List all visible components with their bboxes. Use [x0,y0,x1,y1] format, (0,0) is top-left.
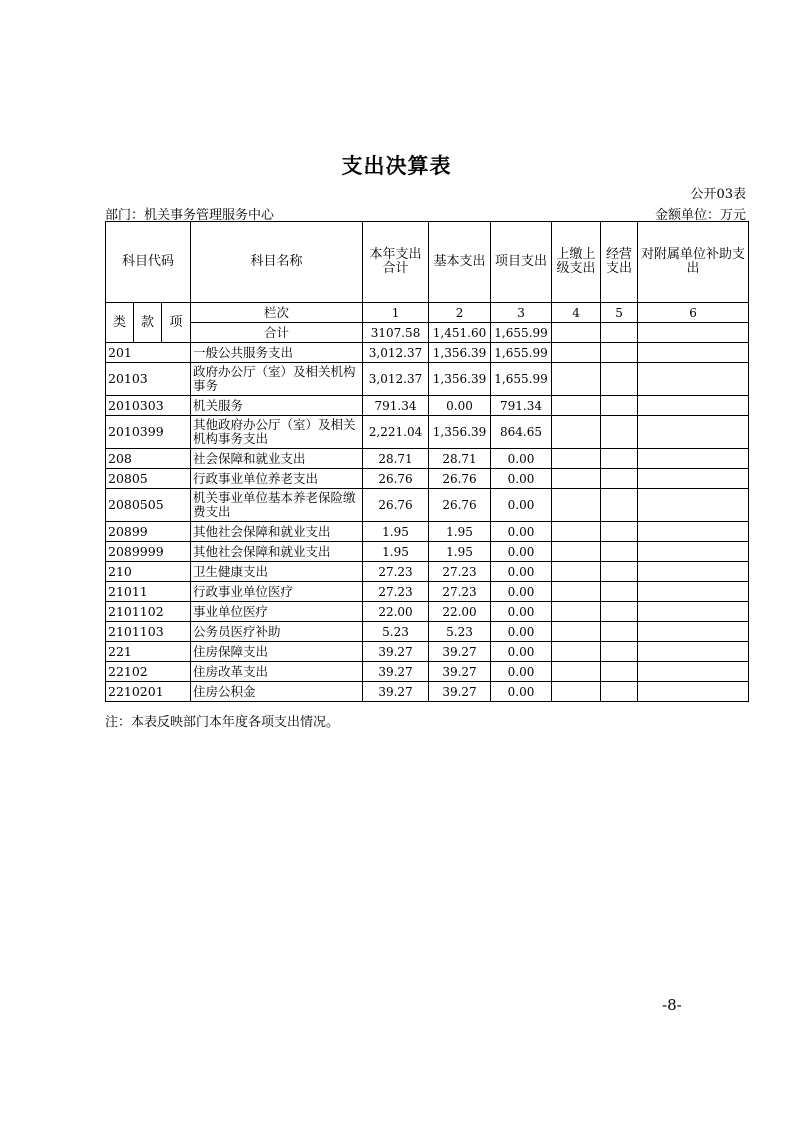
row-total: 2,221.04 [363,416,429,449]
row-col4 [552,622,601,642]
row-name: 住房公积金 [191,682,363,702]
row-col6 [638,489,749,522]
row-col6 [638,662,749,682]
row-code: 2089999 [106,542,191,562]
row-col6 [638,449,749,469]
row-basic: 27.23 [429,562,491,582]
row-basic: 0.00 [429,396,491,416]
row-col6 [638,522,749,542]
table-row [106,469,749,489]
row-total: 1.95 [363,542,429,562]
row-total: 3,012.37 [363,363,429,396]
row-col6 [638,562,749,582]
row-basic: 1.95 [429,542,491,562]
row-project: 1,655.99 [491,343,552,363]
col-number-2: 2 [429,303,491,323]
row-col4 [552,582,601,602]
total-row [106,323,749,343]
expenditure-table [105,221,749,702]
row-project: 0.00 [491,622,552,642]
header-col5: 经营支出 [601,222,638,303]
row-total: 39.27 [363,642,429,662]
row-col6 [638,416,749,449]
row-name: 其他社会保障和就业支出 [191,542,363,562]
col-number-5: 5 [601,303,638,323]
col-number-1: 1 [363,303,429,323]
row-col4 [552,662,601,682]
table-row [106,343,749,363]
row-project: 0.00 [491,469,552,489]
table-number: 公开03表 [690,187,746,202]
row-name: 社会保障和就业支出 [191,449,363,469]
row-col4 [552,542,601,562]
department-label: 部门：机关事务管理服务中心 [105,208,275,223]
row-col6 [638,343,749,363]
header-col4: 上缴上级支出 [552,222,601,303]
row-total: 1.95 [363,522,429,542]
row-name: 行政事业单位医疗 [191,582,363,602]
row-col4 [552,396,601,416]
row-code: 2101103 [106,622,191,642]
row-code: 208 [106,449,191,469]
row-code: 20103 [106,363,191,396]
row-basic: 22.00 [429,602,491,622]
header-kuan: 款 [134,303,162,343]
header-lei: 类 [106,303,134,343]
header-col6: 对附属单位补助支出 [638,222,749,303]
row-col4 [552,449,601,469]
row-col5 [601,469,638,489]
total-project: 1,655.99 [491,323,552,343]
row-col5 [601,522,638,542]
row-col4 [552,469,601,489]
row-basic: 39.27 [429,662,491,682]
row-col5 [601,449,638,469]
table-row [106,662,749,682]
row-col6 [638,682,749,702]
row-project: 0.00 [491,562,552,582]
total-col5 [601,323,638,343]
row-total: 791.34 [363,396,429,416]
row-name: 机关事业单位基本养老保险缴费支出 [191,489,363,522]
row-col6 [638,582,749,602]
table-row [106,542,749,562]
header-row [106,222,749,303]
page-title: 支出决算表 [341,154,452,178]
row-code: 221 [106,642,191,662]
row-basic: 27.23 [429,582,491,602]
row-col5 [601,343,638,363]
row-col6 [638,396,749,416]
row-project: 0.00 [491,582,552,602]
header-code: 科目代码 [106,222,191,303]
row-code: 2080505 [106,489,191,522]
row-col4 [552,642,601,662]
table-row [106,416,749,449]
header-col1: 本年支出合计 [363,222,429,303]
page-number: -8- [662,996,682,1014]
col-number-3: 3 [491,303,552,323]
row-basic: 39.27 [429,642,491,662]
row-col5 [601,642,638,662]
row-project: 0.00 [491,682,552,702]
row-name: 机关服务 [191,396,363,416]
row-col6 [638,622,749,642]
row-code: 20805 [106,469,191,489]
row-col6 [638,469,749,489]
row-name: 其他政府办公厅（室）及相关机构事务支出 [191,416,363,449]
row-col5 [601,416,638,449]
row-name: 公务员医疗补助 [191,622,363,642]
row-total: 3,012.37 [363,343,429,363]
row-col5 [601,363,638,396]
row-name: 住房改革支出 [191,662,363,682]
row-name: 住房保障支出 [191,642,363,662]
table-row [106,642,749,662]
row-project: 0.00 [491,449,552,469]
row-col4 [552,682,601,702]
table-row [106,582,749,602]
header-lanci: 栏次 [191,303,363,323]
table-row [106,489,749,522]
header-col2: 基本支出 [429,222,491,303]
row-basic: 1,356.39 [429,416,491,449]
table-row [106,522,749,542]
table-note: 注：本表反映部门本年度各项支出情况。 [105,715,340,730]
column-number-row [106,303,749,323]
row-name: 事业单位医疗 [191,602,363,622]
table-row [106,682,749,702]
col-number-6: 6 [638,303,749,323]
row-code: 2210201 [106,682,191,702]
row-total: 22.00 [363,602,429,622]
row-name: 政府办公厅（室）及相关机构事务 [191,363,363,396]
row-basic: 26.76 [429,489,491,522]
row-code: 22102 [106,662,191,682]
row-code: 2010303 [106,396,191,416]
table-row [106,396,749,416]
row-basic: 1,356.39 [429,343,491,363]
row-code: 20899 [106,522,191,542]
row-col5 [601,582,638,602]
row-col5 [601,562,638,582]
row-total: 26.76 [363,489,429,522]
row-total: 39.27 [363,682,429,702]
header-name: 科目名称 [191,222,363,303]
row-basic: 28.71 [429,449,491,469]
row-col6 [638,363,749,396]
row-project: 0.00 [491,542,552,562]
table-row [106,449,749,469]
row-total: 26.76 [363,469,429,489]
row-col5 [601,542,638,562]
row-col4 [552,602,601,622]
row-basic: 1,356.39 [429,363,491,396]
row-col4 [552,562,601,582]
row-col5 [601,396,638,416]
row-project: 0.00 [491,522,552,542]
total-basic: 1,451.60 [429,323,491,343]
row-total: 39.27 [363,662,429,682]
row-basic: 26.76 [429,469,491,489]
row-project: 791.34 [491,396,552,416]
row-name: 行政事业单位养老支出 [191,469,363,489]
row-name: 卫生健康支出 [191,562,363,582]
row-col6 [638,542,749,562]
row-col5 [601,682,638,702]
row-col6 [638,602,749,622]
total-col6 [638,323,749,343]
row-col5 [601,489,638,522]
row-col6 [638,642,749,662]
row-col4 [552,416,601,449]
total-col4 [552,323,601,343]
row-name: 一般公共服务支出 [191,343,363,363]
row-total: 27.23 [363,562,429,582]
table-row [106,622,749,642]
total-label: 合计 [191,323,363,343]
row-basic: 5.23 [429,622,491,642]
row-project: 864.65 [491,416,552,449]
row-project: 1,655.99 [491,363,552,396]
row-total: 5.23 [363,622,429,642]
row-name: 其他社会保障和就业支出 [191,522,363,542]
row-project: 0.00 [491,642,552,662]
row-col4 [552,343,601,363]
row-total: 28.71 [363,449,429,469]
row-code: 2010399 [106,416,191,449]
row-project: 0.00 [491,662,552,682]
row-code: 210 [106,562,191,582]
row-col5 [601,602,638,622]
row-project: 0.00 [491,602,552,622]
row-code: 21011 [106,582,191,602]
header-xiang: 项 [162,303,191,343]
row-project: 0.00 [491,489,552,522]
row-col4 [552,522,601,542]
amount-unit-label: 金额单位：万元 [654,208,746,223]
table-row [106,602,749,622]
table-row [106,363,749,396]
row-code: 2101102 [106,602,191,622]
row-col5 [601,662,638,682]
col-number-4: 4 [552,303,601,323]
row-col5 [601,622,638,642]
row-basic: 1.95 [429,522,491,542]
row-basic: 39.27 [429,682,491,702]
row-col4 [552,363,601,396]
header-col3: 项目支出 [491,222,552,303]
row-code: 201 [106,343,191,363]
row-col4 [552,489,601,522]
table-row [106,562,749,582]
total-amount: 3107.58 [363,323,429,343]
row-total: 27.23 [363,582,429,602]
